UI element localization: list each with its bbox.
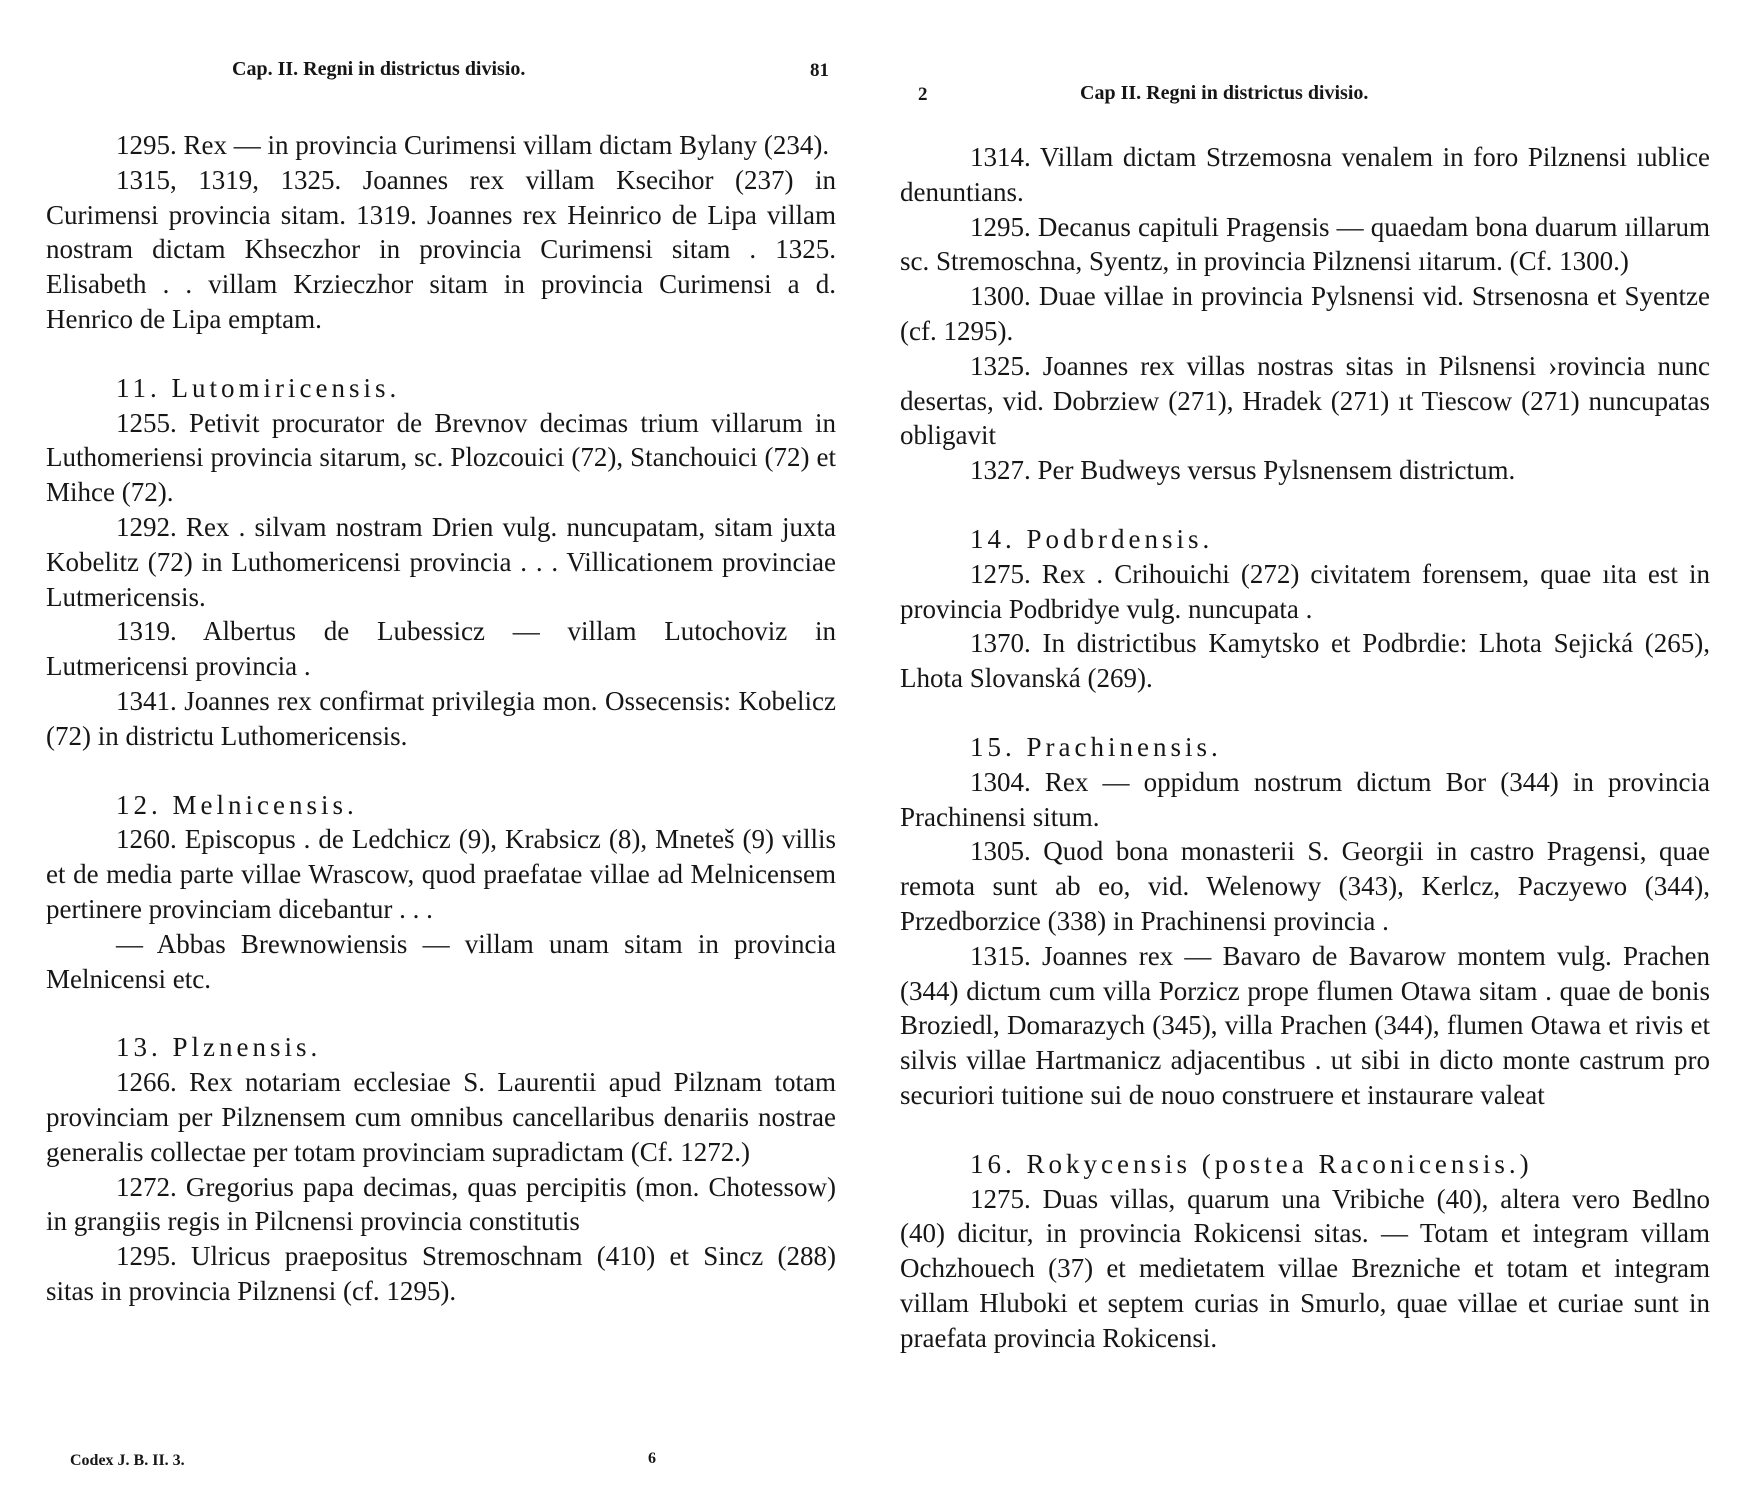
- section-heading-rokycensis: 16. Rokycensis (postea Raconicensis.): [970, 1148, 1533, 1179]
- text-column: [46, 128, 836, 1309]
- entry-1275-rokyc: 1275. Duas villas, quarum una Vribiche (40), altera vero Bedlno (40) dicitur, in provincia Rokicensi sitas. — Totam et integram villam Ochzhouech (37) et medietatem villae Brezniche et totam et integram villam Hluboki et septem curias in Smurlo, quae villae et curiae sunt in praefata provincia Rokicensi.: [900, 1183, 1710, 1353]
- entry-1304: 1304. Rex — oppidum nostrum dictum Bor (344) in provincia Prachinensi situm.: [900, 766, 1710, 832]
- entry-1260: 1260. Episcopus . de Ledchicz (9), Krabsicz (8), Mneteš (9) villis et de media parte villae Wrascow, quod praefatae villae ad Melnicensem pertinere provinciam dicebantur . . .: [46, 824, 836, 924]
- section-heading-podbrdensis: 14. Podbrdensis.: [970, 523, 1214, 554]
- entry-abbas: — Abbas Brewnowiensis — villam unam sitam in provincia Melnicensi etc.: [46, 928, 836, 994]
- entry-1315: 1315. Joannes rex — Bavaro de Bavarow montem vulg. Prachen (344) dictum cum villa Porzicz prope flumen Otawa sitam . quae de bonis Broziedl, Domarazych (345), villa Prachen (344), flumen Otawa et rivis et silvis villae Hartmanicz adjacentibus . ut sibi in dicto monte castrum pro securiori tuitione sui de nouo construere et instaurare valeat: [900, 940, 1710, 1110]
- text-column: [900, 140, 1710, 1356]
- entry-1315-curim: 1315, 1319, 1325. Joannes rex villam Ksecihor (237) in Curimensi provincia sitam. 1319. Joannes rex Heinrico de Lipa villam nostram dictam Khseczhor in provincia Curimensi sitam . 1325. Elisabeth . . villam Krzieczhor sitam in provincia Curimensi a d. Henrico de Lipa emptam.: [46, 164, 836, 334]
- entry-1325: 1325. Joannes rex villas nostras sitas in Pilsnensi ›rovincia nunc desertas, vid. Dobrziew (271), Hradek (271) ıt Tiescow (271) nuncupatas obligavit: [900, 350, 1710, 451]
- entry-1370: 1370. In districtibus Kamytsko et Podbrdie: Lhota Sejická (265), Lhota Slovanská (269).: [900, 628, 1710, 694]
- section-heading-lutomiricensis: 11. Lutomiricensis.: [116, 372, 401, 403]
- entry-1292: 1292. Rex . silvam nostram Drien vulg. nuncupatam, sitam juxta Kobelitz (72) in Luthomericensi provincia . . . Villicationem provinciae Lutmericensis.: [46, 511, 836, 612]
- entry-1305: 1305. Quod bona monasterii S. Georgii in castro Pragensi, quae remota sunt ab eo, vid. Welenowy (343), Kerlcz, Paczyewo (344), Przedborzice (338) in Prachinensi provincia .: [900, 836, 1710, 936]
- entry-1275-podbr: 1275. Rex . Crihouichi (272) civitatem forensem, quae ıita est in provincia Podbridye vulg. nuncupata .: [900, 558, 1710, 624]
- entry-1314: 1314. Villam dictam Strzemosna venalem in foro Pilznensi ıublice denuntians.: [900, 142, 1710, 207]
- entry-1266: 1266. Rex notariam ecclesiae S. Laurentii apud Pilznam totam provinciam per Pilznensem cum omnibus cancellaribus denariis nostrae generalis collectae per totam provinciam supradictam (Cf. 1272.): [46, 1067, 836, 1167]
- entry-1327: 1327. Per Budweys versus Pylsnensem districtum.: [970, 455, 1516, 486]
- sheet-number: 6: [648, 1450, 656, 1467]
- entry-1319: 1319. Albertus de Lubessicz — villam Lutochoviz in Lutmericensi provincia .: [46, 616, 836, 682]
- section-heading-prachinensis: 15. Prachinensis.: [970, 731, 1222, 762]
- page-number: 81: [810, 60, 829, 81]
- running-head: Cap. II. Regni in districtus divisio.: [232, 58, 526, 80]
- entry-1272: 1272. Gregorius papa decimas, quas percipitis (mon. Chotessow) in grangiis regis in Pilcnensi provincia constitutis: [46, 1171, 836, 1237]
- entry-1295-pilzn: 1295. Ulricus praepositus Stremoschnam (410) et Sincz (288) sitas in provincia Pilznensi (cf. 1295).: [46, 1241, 836, 1306]
- entry-1255: 1255. Petivit procurator de Brevnov decimas trium villarum in Luthomeriensi provincia sitarum, sc. Plozcouici (72), Stanchouici (72) et Mihce (72).: [46, 407, 836, 508]
- entry-1341: 1341. Joannes rex confirmat privilegia mon. Ossecensis: Kobelicz (72) in districtu Luthomericensis.: [46, 685, 836, 751]
- running-head: Cap II. Regni in districtus divisio.: [1080, 82, 1369, 104]
- entry-1295-curim: 1295. Rex — in provincia Curimensi villam dictam Bylany (234).: [116, 130, 830, 160]
- signature-mark: Codex J. B. II. 3.: [70, 1452, 185, 1469]
- section-heading-melnicensis: 12. Melnicensis.: [116, 789, 358, 820]
- section-heading-plznensis: 13. Plznensis.: [116, 1032, 322, 1063]
- page-number: 2: [918, 84, 928, 105]
- entry-1300: 1300. Duae villae in provincia Pylsnensi vid. Strsenosna et Syentze (cf. 1295).: [900, 281, 1710, 346]
- entry-1295: 1295. Decanus capituli Pragensis — quaedam bona duarum ıillarum sc. Stremoschna, Syentz, in provincia Pilznensi ıitarum. (Cf. 1300.): [900, 211, 1710, 277]
